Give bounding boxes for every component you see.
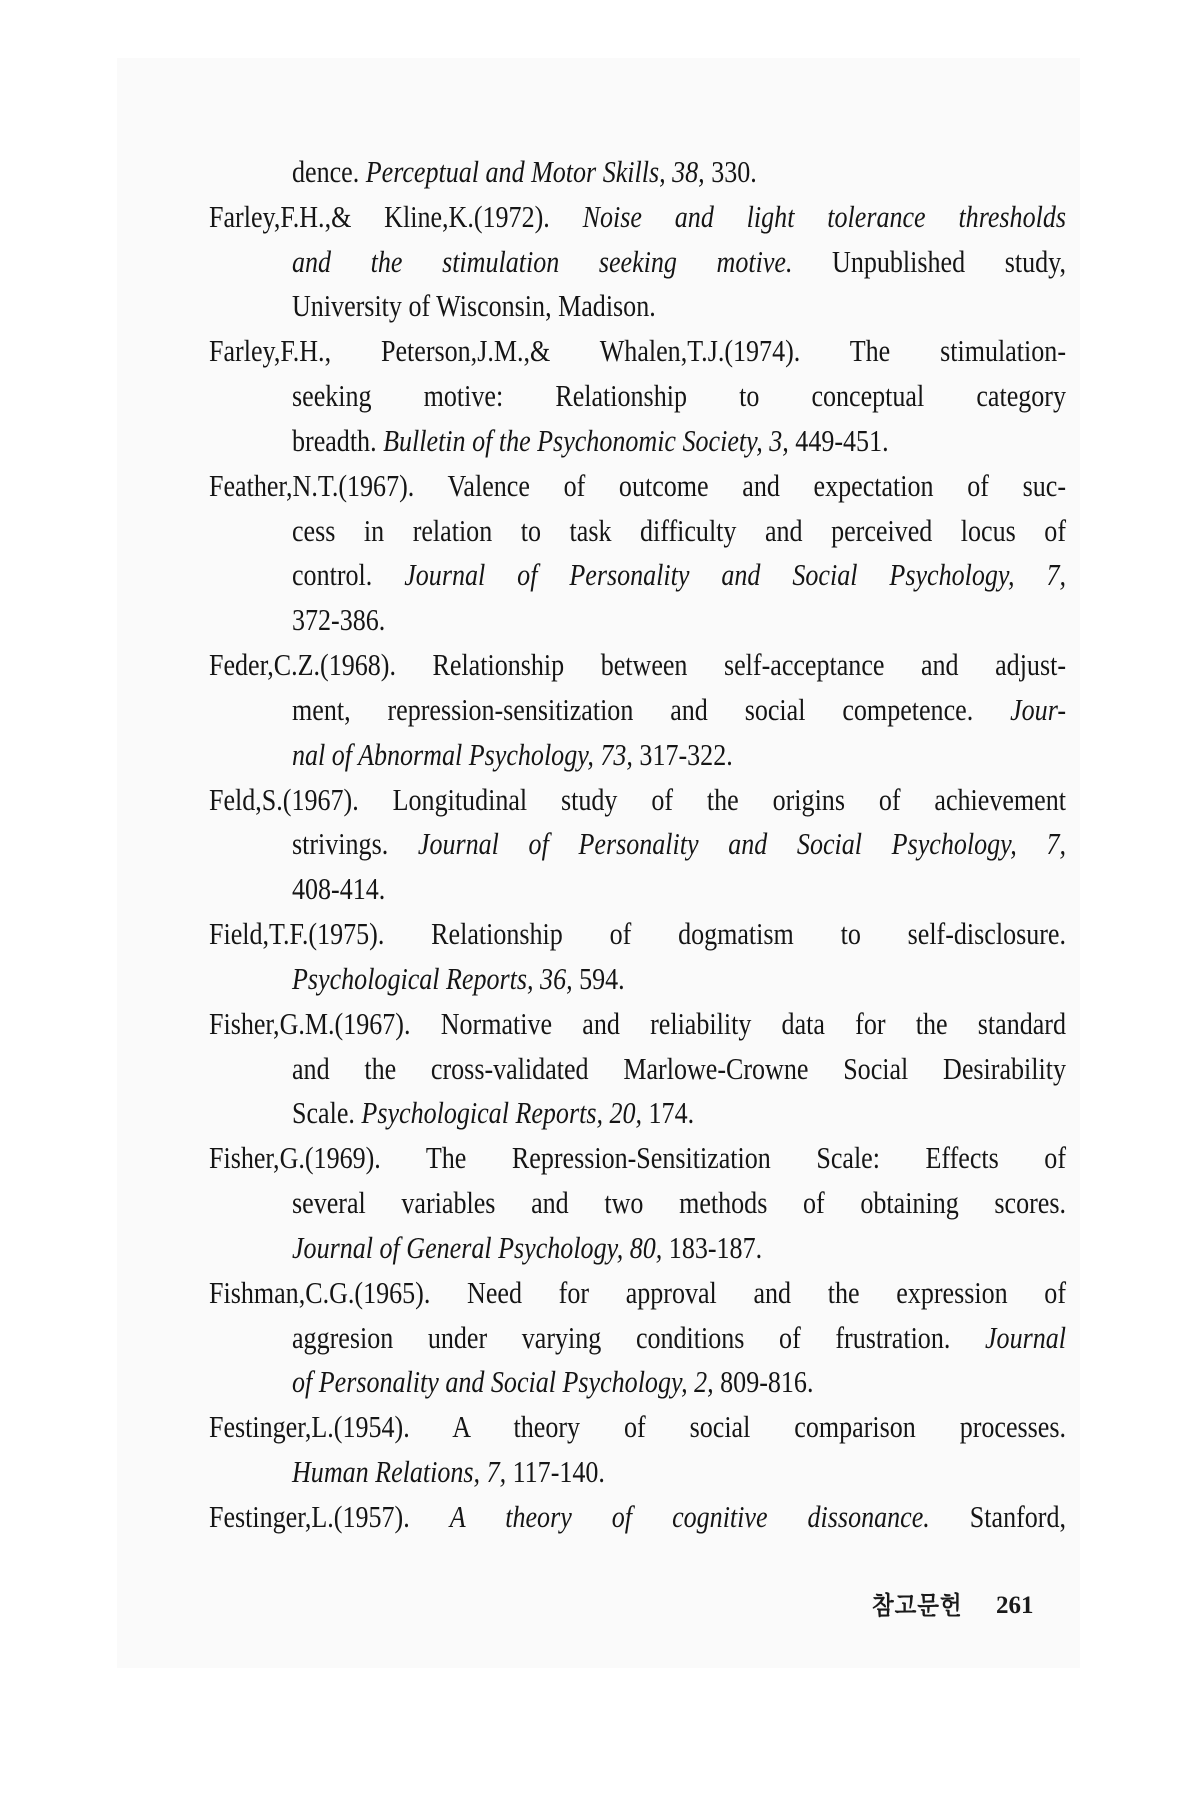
reference-entry-first-line bbox=[209, 1136, 1066, 1180]
reference-text: and the cross-validated Marlowe-Crowne Social Desirability bbox=[292, 1051, 1066, 1086]
reference-text: 317-322. bbox=[632, 737, 733, 772]
reference-text: Festinger,L.(1957). bbox=[209, 1499, 450, 1534]
reference-entry-continuation-line bbox=[292, 1316, 1066, 1360]
reference-entry-continuation-line bbox=[292, 374, 1066, 418]
reference-entry-continuation-line bbox=[292, 1360, 1066, 1404]
reference-text: 183-187. bbox=[662, 1230, 763, 1265]
italic-title-text: A theory of cognitive dissonance. bbox=[449, 1499, 930, 1534]
reference-text: breadth. bbox=[292, 423, 384, 458]
reference-entry-first-line bbox=[209, 1495, 1066, 1539]
reference-text: seeking motive: Relationship to conceptual category bbox=[292, 378, 1066, 413]
reference-text: Scale. bbox=[292, 1095, 362, 1130]
reference-entry-continuation-line bbox=[292, 733, 1066, 777]
italic-title-text: nal of Abnormal Psychology, 73, bbox=[292, 737, 633, 772]
italic-title-text: Bulletin of the Psychonomic Society, 3, bbox=[383, 423, 789, 458]
reference-entry-first-line bbox=[209, 1405, 1066, 1449]
reference-text: 330. bbox=[704, 154, 757, 189]
reference-text: Festinger,L.(1954). A theory of social comparison processes. bbox=[209, 1409, 1066, 1444]
reference-text: University of Wisconsin, Madison. bbox=[292, 288, 656, 323]
reference-text: several variables and two methods of obtaining scores. bbox=[292, 1185, 1066, 1220]
reference-text: Farley,F.H.,& Kline,K.(1972). bbox=[209, 199, 583, 234]
reference-entry-first-line bbox=[209, 195, 1066, 239]
reference-entry-continuation-line bbox=[292, 957, 1066, 1001]
reference-entry-first-line bbox=[209, 643, 1066, 687]
italic-title-text: Perceptual and Motor Skills, 38, bbox=[365, 154, 705, 189]
italic-title-text: Journal of Personality and Social Psychology, 7, bbox=[404, 557, 1066, 592]
reference-entry-continuation-line bbox=[292, 240, 1066, 284]
reference-text: strivings. bbox=[292, 826, 418, 861]
reference-entry-first-line bbox=[209, 1002, 1066, 1046]
reference-text: dence. bbox=[292, 154, 366, 189]
reference-text: Feder,C.Z.(1968). Relationship between self-acceptance and adjust- bbox=[209, 647, 1066, 682]
reference-text: 372-386. bbox=[292, 602, 386, 637]
reference-text: cess in relation to task difficulty and perceived locus of bbox=[292, 513, 1066, 548]
reference-text: 809-816. bbox=[713, 1364, 814, 1399]
reference-entry-first-line bbox=[209, 778, 1066, 822]
reference-entry-first-line bbox=[209, 329, 1066, 373]
reference-text: control. bbox=[292, 557, 405, 592]
italic-title-text: Journal bbox=[984, 1320, 1066, 1355]
reference-entry-continuation-line bbox=[292, 1181, 1066, 1225]
reference-entry-continuation-line bbox=[292, 598, 1066, 642]
reference-text: aggresion under varying conditions of frustration. bbox=[292, 1320, 985, 1355]
reference-entry-continuation-line bbox=[292, 688, 1066, 732]
reference-entry-continuation-line bbox=[292, 822, 1066, 866]
running-footer-title: 참고문헌 bbox=[872, 1591, 963, 1620]
reference-text: Fisher,G.M.(1967). Normative and reliability data for the standard bbox=[209, 1006, 1066, 1041]
reference-entry-continuation-line bbox=[292, 1047, 1066, 1091]
italic-title-text: of Personality and Social Psychology, 2, bbox=[292, 1364, 714, 1399]
reference-text: ment, repression-sensitization and social competence. bbox=[292, 692, 1011, 727]
reference-text: Fishman,C.G.(1965). Need for approval and the expression of bbox=[209, 1275, 1066, 1310]
reference-text: Feather,N.T.(1967). Valence of outcome and expectation of suc- bbox=[209, 468, 1066, 503]
reference-text: Feld,S.(1967). Longitudinal study of the origins of achievement bbox=[209, 782, 1066, 817]
italic-title-text: Human Relations, 7, bbox=[292, 1454, 507, 1489]
page-number: 261 bbox=[996, 1592, 1034, 1619]
reference-entry-first-line bbox=[209, 912, 1066, 956]
italic-title-text: and the stimulation seeking motive. bbox=[292, 244, 793, 279]
reference-text: 408-414. bbox=[292, 871, 386, 906]
reference-entry-continuation-line bbox=[292, 509, 1066, 553]
reference-entry-continuation-line bbox=[292, 419, 1066, 463]
reference-text: Field,T.F.(1975). Relationship of dogmatism to self-disclosure. bbox=[209, 916, 1066, 951]
reference-entry-first-line bbox=[209, 1271, 1066, 1315]
reference-entry-first-line bbox=[209, 464, 1066, 508]
italic-title-text: Psychological Reports, 36, bbox=[292, 961, 573, 996]
reference-text: Fisher,G.(1969). The Repression-Sensitization Scale: Effects of bbox=[209, 1140, 1066, 1175]
reference-text: Unpublished study, bbox=[792, 244, 1066, 279]
reference-entry-continuation-line bbox=[292, 150, 1066, 194]
reference-entry-continuation-line bbox=[292, 1450, 1066, 1494]
italic-title-text: Journal of General Psychology, 80, bbox=[292, 1230, 663, 1265]
reference-text: 449-451. bbox=[788, 423, 889, 458]
reference-text: 594. bbox=[572, 961, 625, 996]
reference-entry-continuation-line bbox=[292, 867, 1066, 911]
reference-entry-continuation-line bbox=[292, 1226, 1066, 1270]
italic-title-text: Psychological Reports, 20, bbox=[361, 1095, 643, 1130]
italic-title-text: Noise and light tolerance thresholds bbox=[582, 199, 1066, 234]
reference-text: Stanford, bbox=[929, 1499, 1066, 1534]
reference-entry-continuation-line bbox=[292, 553, 1066, 597]
italic-title-text: Journal of Personality and Social Psychology, 7, bbox=[417, 826, 1066, 861]
reference-text: 174. bbox=[642, 1095, 695, 1130]
reference-text: Farley,F.H., Peterson,J.M.,& Whalen,T.J.(1974). The stimulation- bbox=[209, 333, 1066, 368]
reference-text: 117-140. bbox=[506, 1454, 605, 1489]
reference-entry-continuation-line bbox=[292, 1091, 1066, 1135]
reference-entry-continuation-line bbox=[292, 284, 1066, 328]
italic-title-text: Jour- bbox=[1010, 692, 1066, 727]
page-footer bbox=[872, 1588, 1034, 1624]
